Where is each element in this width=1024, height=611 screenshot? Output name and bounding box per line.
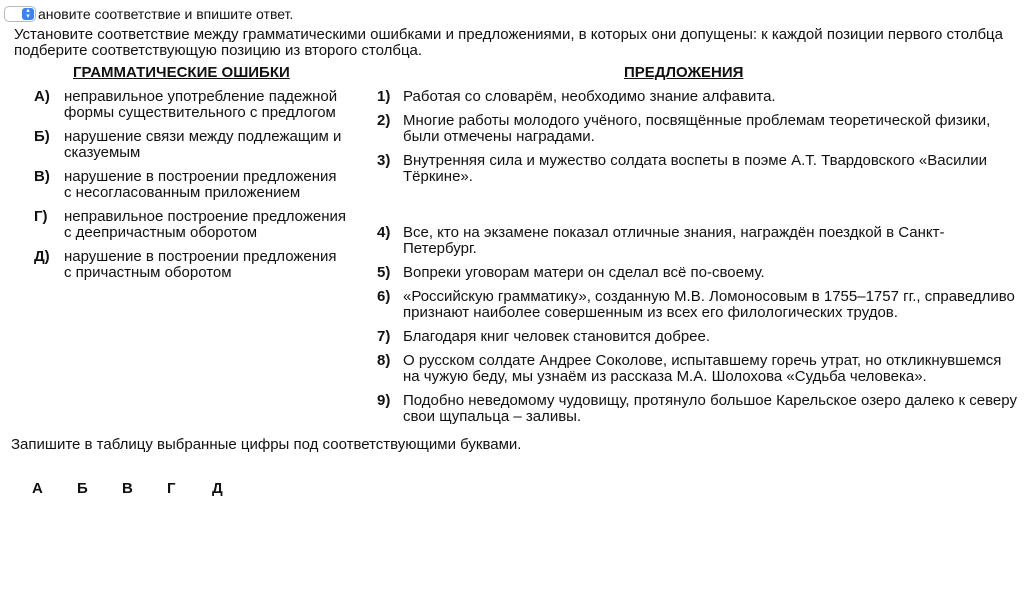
sentence-number: 7) [377, 328, 391, 345]
sentence-item [377, 225, 1017, 257]
sentence-number: 2) [377, 112, 391, 129]
sentence-number: 3) [377, 152, 391, 169]
left-column-heading: ГРАММАТИЧЕСКИЕ ОШИБКИ [73, 64, 290, 81]
select-updown-icon: ▴ ▾ [22, 8, 34, 20]
sentence-number: 5) [377, 264, 391, 281]
answer-instruction: Запишите в таблицу выбранные цифры под соответствующими буквами. [11, 436, 522, 453]
error-text: неправильное построение предложения с деепричастным оборотом [64, 208, 347, 241]
error-item [34, 129, 347, 161]
errors-column [4, 64, 347, 433]
sentence-item [377, 153, 1017, 185]
error-label: Б) [34, 128, 50, 145]
sentence-item [377, 353, 1017, 385]
error-label: В) [34, 168, 50, 185]
matching-columns [4, 64, 1016, 433]
sentence-text: Подобно неведомому чудовищу, протянуло большое Карельское озеро далеко к северу свои щупальца – заливы. [403, 392, 1017, 425]
sentence-item [377, 329, 1017, 345]
answer-letter: В [122, 480, 133, 497]
sentence-number: 1) [377, 88, 391, 105]
sentence-text: Вопреки уговорам матери он сделал всё по-своему. [403, 264, 765, 281]
sentences-column [377, 64, 1017, 433]
error-item [34, 169, 347, 201]
sentence-text: О русском солдате Андрее Соколове, испытавшему горечь утрат, но откликнувшемся на чужую беду, мы узнаём из рассказа М.А. Шолохова «Судьба человека». [403, 352, 1002, 385]
error-item [34, 209, 347, 241]
right-column-heading: ПРЕДЛОЖЕНИЯ [624, 64, 744, 81]
error-text: неправильное употребление падежной формы существительного с предлогом [64, 88, 338, 121]
task-select-dropdown[interactable] [4, 6, 36, 22]
answer-letter: Г [167, 480, 176, 497]
error-text: нарушение в построении предложения с причастным оборотом [64, 248, 337, 281]
sentence-text: Внутренняя сила и мужество солдата воспеты в поэме А.Т. Твардовского «Василии Тёркине». [403, 152, 987, 185]
task-header [4, 5, 1016, 23]
sentence-text: «Российскую грамматику», созданную М.В. Ломоносовым в 1755–1757 гг., справедливо признают наиболее совершенным из всех его филологических трудов. [403, 288, 1015, 321]
answer-letter: Д [212, 480, 223, 497]
sentence-item [377, 289, 1017, 321]
answer-letter: Б [77, 480, 88, 497]
sentence-text: Работая со словарём, необходимо знание алфавита. [403, 88, 776, 105]
sentence-text: Многие работы молодого учёного, посвящённые проблемам теоретической физики, были отмечены наградами. [403, 112, 991, 145]
sentence-number: 8) [377, 352, 391, 369]
sentence-item [377, 113, 1017, 145]
task-title: ановите соответствие и впишите ответ. [38, 6, 294, 22]
error-text: нарушение в построении предложения с несогласованным приложением [64, 168, 337, 201]
sentence-item [377, 265, 1017, 281]
sentence-item [377, 89, 1017, 105]
sentence-number: 4) [377, 224, 391, 241]
error-label: Г) [34, 208, 48, 225]
error-text: нарушение связи между подлежащим и сказуемым [64, 128, 342, 161]
answer-table-header [32, 480, 1016, 537]
sentence-item [377, 393, 1017, 425]
answer-letter: А [32, 480, 43, 497]
sentence-number: 6) [377, 288, 391, 305]
task-instruction: Установите соответствие между грамматическими ошибками и предложениями, в которых они допущены: к каждой позиции первого столбца подберите соответствующую позицию из второго столбца. [14, 26, 1003, 59]
error-label: Д) [34, 248, 50, 265]
error-label: А) [34, 88, 50, 105]
error-item [34, 249, 347, 281]
sentence-number: 9) [377, 392, 391, 409]
sentence-text: Все, кто на экзамене показал отличные знания, награждён поездкой в Санкт-Петербург. [403, 224, 945, 257]
sentence-text: Благодаря книг человек становится добрее. [403, 328, 711, 345]
error-item [34, 89, 347, 121]
